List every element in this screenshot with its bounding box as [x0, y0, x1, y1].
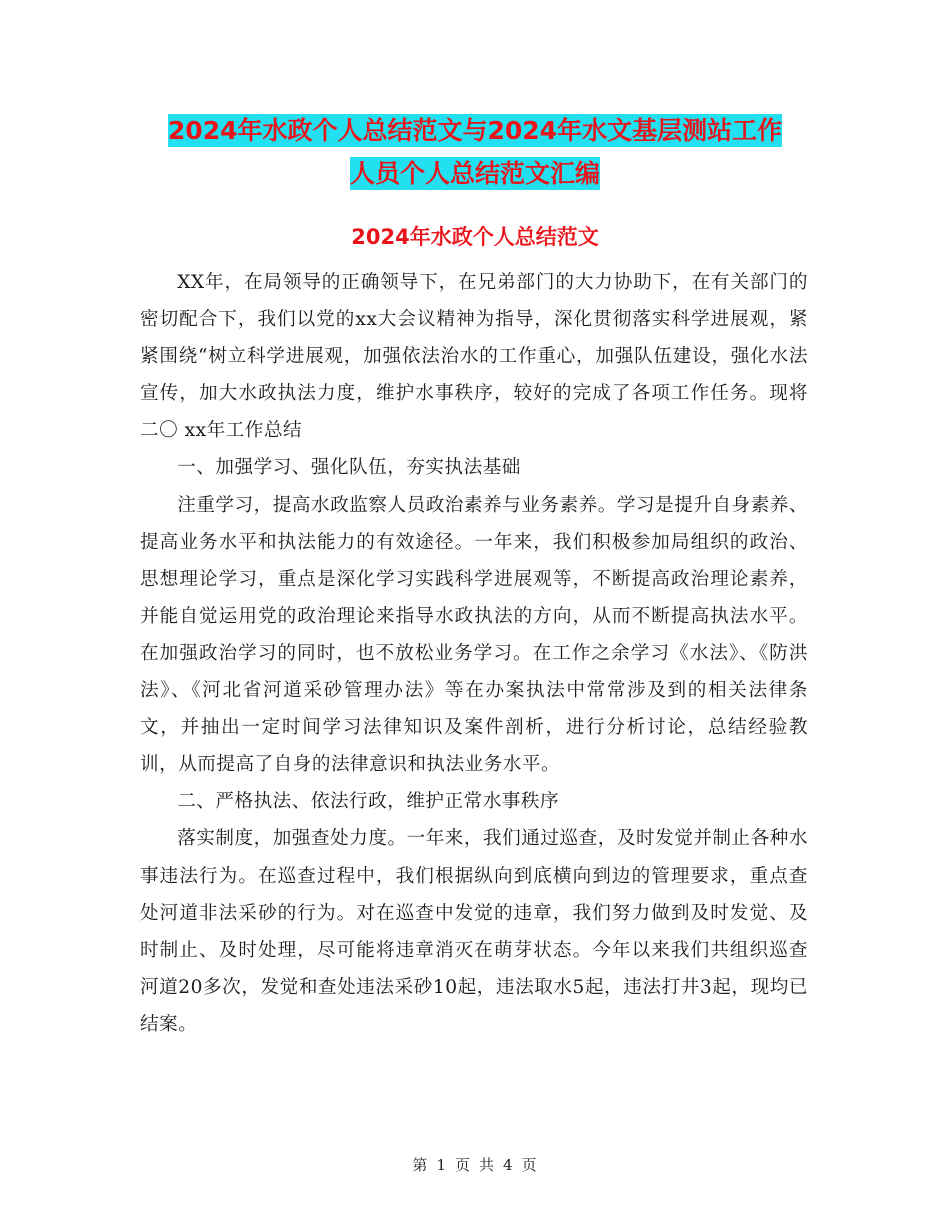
document-title-line-2 [0, 157, 950, 191]
footer-total-pages: 4 [503, 1156, 514, 1174]
section-title: 2024年水政个人总结范文 [351, 225, 599, 249]
paragraph-intro: XX年，在局领导的正确领导下，在兄弟部门的大力协助下，在有关部门的密切配合下，我们以党的xx大会议精神为指导，深化贯彻落实科学进展观，紧紧围绕“树立科学进展观，加强依法治水的工作重心，加强队伍建设，强化水法宣传，加大水政执法力度，维护水事秩序，较好的完成了各项工作任务。现将二〇 xx年工作总结 [140, 272, 808, 442]
title-highlight-2: 人员个人总结范文汇编 [349, 159, 600, 188]
document-body [140, 264, 808, 1043]
paragraph-study: 注重学习，提高水政监察人员政治素养与业务素养。学习是提升自身素养、提高业务水平和执法能力的有效途径。一年来，我们积极参加局组织的政治、思想理论学习，重点是深化学习实践科学进展观等，不断提高政治理论素养，并能自觉运用党的政治理论来指导水政执法的方向，从而不断提高执法水平。在加强政治学习的同时，也不放松业务学习。在工作之余学习《水法》、《防洪法》、《河北省河道采砂管理办法》等在办案执法中常常涉及到的相关法律条文，并抽出一定时间学习法律知识及案件剖析，进行分析讨论，总结经验教训，从而提高了自身的法律意识和执法业务水平。 [140, 494, 808, 776]
heading-2: 二、严格执法、依法行政，维护正常水事秩序 [177, 791, 560, 813]
footer-total-word: 共 [479, 1156, 496, 1174]
footer-current-page: 1 [436, 1156, 447, 1174]
document-title-line-1 [0, 114, 950, 148]
paragraph-enforcement: 落实制度，加强查处力度。一年来，我们通过巡查，及时发觉并制止各种水事违法行为。在巡查过程中，我们根据纵向到底横向到边的管理要求，重点查处河道非法采砂的行为。对在巡查中发觉的违章，我们努力做到及时发觉、及时制止、及时处理，尽可能将违章消灭在萌芽状态。今年以来我们共组织巡查河道20多次，发觉和查处违法采砂10起，违法取水5起，违法打井3起，现均已结案。 [140, 828, 808, 1035]
title-highlight-1: 2024年水政个人总结范文与2024年水文基层测站工作 [167, 116, 783, 145]
footer-page-word: 页 [454, 1156, 471, 1174]
footer-prefix: 第 [412, 1156, 429, 1174]
heading-1: 一、加强学习、强化队伍，夯实执法基础 [177, 457, 521, 479]
page-footer [0, 1154, 950, 1175]
footer-suffix: 页 [521, 1156, 538, 1174]
